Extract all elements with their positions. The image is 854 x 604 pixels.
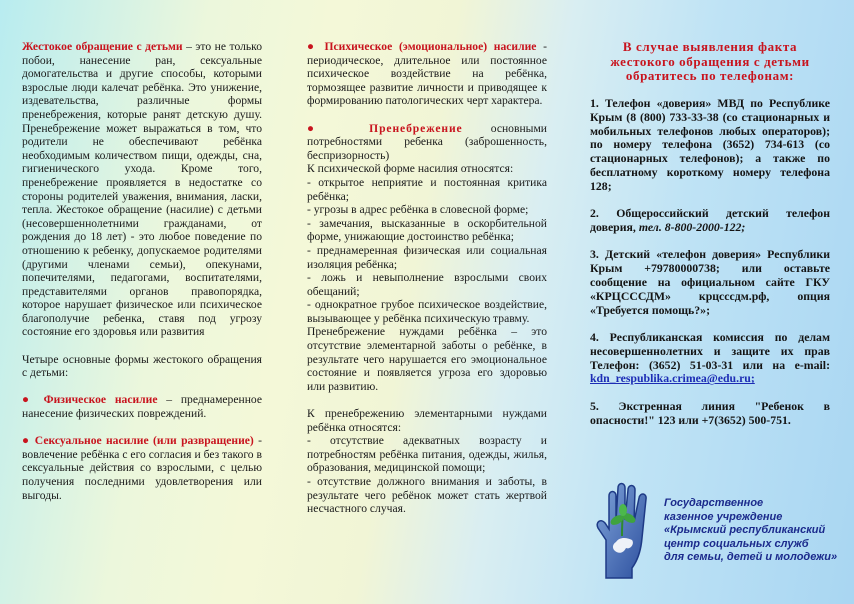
psychological-violence-title: ● Психическое (эмоциональное) насилие	[307, 40, 537, 53]
contact-item-2-text: 2. Общероссийский детский телефон доверия,	[590, 206, 830, 235]
intro-title: Жестокое обращение с детьми	[22, 40, 183, 53]
org-line: центр социальных служб	[664, 537, 809, 550]
column-1	[22, 40, 262, 502]
org-line: «Крымский республиканский	[664, 524, 826, 536]
organization-name	[664, 497, 844, 565]
neglect-definition: Пренебрежение нуждами ребёнка – это отсутствие элементарной заботы о ребёнке, в результате чего нарушается его эмоциональное состояние и появляется угроза его здоровью или развитию.	[307, 325, 547, 393]
contacts-heading: В случае выявления факта жестокого обращения с детьми обратитесь по телефонам:	[610, 39, 810, 83]
neglect-needs-heading: К пренебрежению элементарными нуждами ребёнка относятся:	[307, 407, 547, 434]
physical-violence-text: – преднамеренное нанесение физических повреждений.	[22, 393, 262, 421]
neglect-needs-item: - отсутствие адекватных возрасту и потребностям ребёнка питания, одежды, жилья, образования, медицинской помощи;	[307, 434, 547, 475]
org-line: Государственное	[664, 497, 764, 509]
neglect-needs-item: - отсутствие должного внимания и заботы, в результате чего ребёнок может стать жертвой несчастного случая.	[307, 475, 547, 516]
column-3	[590, 40, 830, 427]
psychological-violence-paragraph	[307, 40, 547, 108]
email-link[interactable]: kdn_respublika.crimea@edu.ru;	[590, 371, 755, 386]
contact-item-1: 1. Телефон «доверия» МВД по Республике Крым (8 (800) 733-33-38 (со стационарных и мобильных телефонов любых операторов); по номеру телефона (3652) 734-613 (со стационарных телефонов); а также по бесплатному короткому номеру телефона 128;	[590, 96, 830, 193]
org-line: для семьи, детей и молодежи»	[664, 551, 838, 563]
physical-violence-paragraph	[22, 393, 262, 420]
physical-violence-title: ● Физическое насилие	[22, 393, 158, 407]
neglect-title: ● Пренебрежение	[307, 121, 463, 135]
contact-item-5: 5. Экстренная линия "Ребенок в опасности!" 123 или +7(3652) 500-751.	[590, 398, 830, 427]
psych-form-item: - преднамеренная физическая или социальная изоляция ребёнка;	[307, 243, 547, 271]
neglect-text: основными потребностями ребенка (заброшенность, беспризорность)	[307, 121, 547, 162]
contact-item-4	[590, 331, 830, 386]
psych-form-item: - угрозы в адрес ребёнка в словесной форме;	[307, 203, 529, 217]
sexual-violence-text: - вовлечение ребёнка с его согласия и без такого в сексуальные действия со взрослыми, с целью получения последними удовлетворения или выгоды.	[22, 434, 262, 502]
contact-item-3: 3. Детский «телефон доверия» Республики Крым +79780000738; или оставьте сообщение на официальном сайте ГКУ «КРЦСССДМ» крцсссдм.рф, опция «Требуется помощь?»;	[590, 247, 830, 317]
psych-forms-heading: К психической форме насилия относятся:	[307, 162, 514, 176]
intro-text: – это не только побои, нанесение ран, сексуальные домогательства и другие способы, которыми взрослые люди калечат ребёнка. Это унижение, издевательства, различные формы пренебрежения, которые ранят детскую душу. Пренебрежение может выражаться в том, что родители не обеспечивают ребёнка необходимым количеством пищи, одежды, сна, гигиенического ухода. Кроме того, пренебрежение проявляется в недостатке со стороны родителей уважения, внимания, ласки, тепла. Жестокое обращение (насилие) с детьми (несовершеннолетними гражданами, от рождения до 18 лет) - это любое поведение по отношению к ребенку, допускаемое родителями (другими членами семьи), опекунами, попечителями, педагогами, воспитателями, представителями органов правопорядка, которое нарушает физическое или психическое благополучие ребенка, ставя под угрозу состояние его здоровья или развития	[22, 40, 262, 339]
sexual-violence-paragraph	[22, 434, 262, 502]
psychological-violence-text: - периодическое, длительное или постоянное психическое воздействие на ребёнка, тормозящее развитие личности и приводящее к формированию патологических черт характера.	[307, 40, 547, 108]
column-2	[307, 40, 547, 516]
sexual-violence-title: ● Сексуальное насилие (или развращение)	[22, 434, 254, 448]
neglect-paragraph	[307, 122, 547, 163]
contact-item-4-text: 4. Республиканская комиссия по делам несовершеннолетних и защите их прав Телефон: (3652) 51-03-31 или на e-mail:	[590, 330, 830, 372]
psych-form-item: - однократное грубое психическое воздействие, вызывающее у ребёнка психическую травму.	[307, 298, 547, 325]
psych-form-item: - открытое неприятие и постоянная критика ребёнка;	[307, 175, 547, 203]
org-line: казенное учреждение	[664, 510, 783, 523]
intro-paragraph	[22, 40, 262, 339]
contact-item-2-phone: тел. 8-800-2000-122;	[638, 220, 746, 235]
four-forms-text: Четыре основные формы жестокого обращения с детьми:	[22, 352, 262, 380]
psych-form-item: - замечания, высказанные в оскорбительной форме, унижающие достоинство ребёнка;	[307, 216, 547, 244]
psych-form-item: - ложь и невыполнение взрослыми своих обещаний;	[307, 271, 547, 298]
hand-logo-icon	[592, 478, 662, 582]
contact-item-2	[590, 207, 830, 235]
